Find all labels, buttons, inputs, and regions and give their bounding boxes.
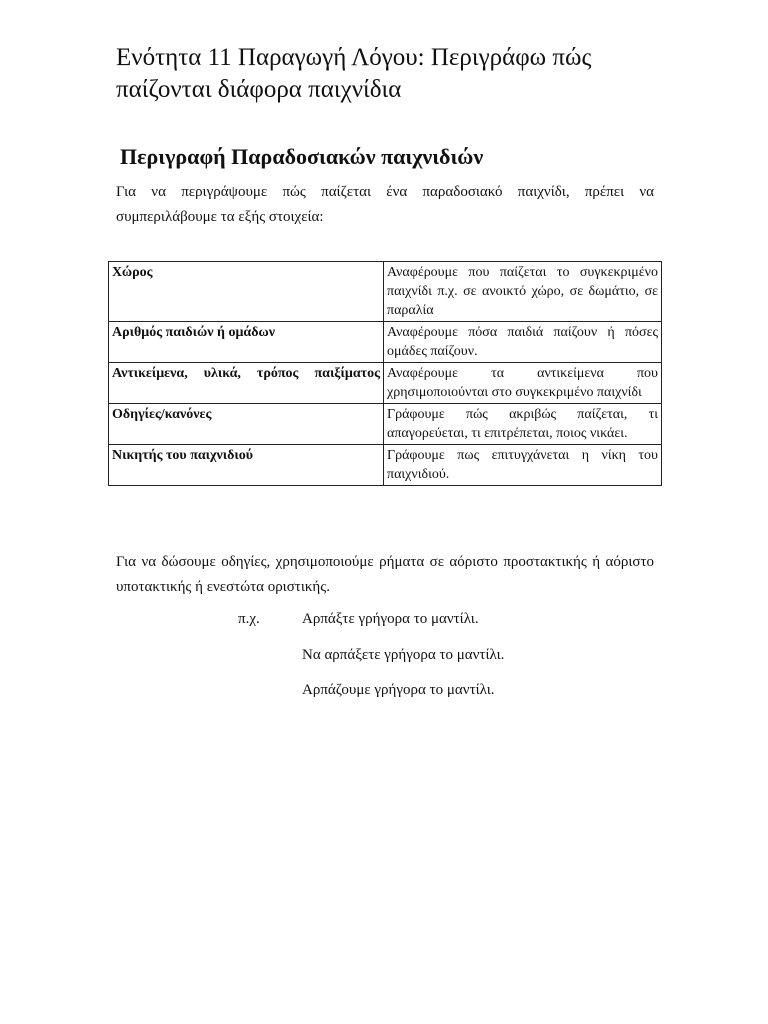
instructions-paragraph: Για να δώσουμε οδηγίες, χρησιμοποιούμε ρήματα σε αόριστο προστακτικής ή αόριστο υποτακτικής ή ενεστώτα οριστικής.: [116, 554, 654, 595]
table-row: [109, 363, 662, 404]
game-elements-table: [108, 261, 662, 486]
table-cell-description: Αναφέρουμε τα αντικείμενα που χρησιμοποιούνται στο συγκεκριμένο παιχνίδι: [384, 363, 662, 404]
example-sentence: Να αρπάξετε γρήγορα το μαντίλι.: [302, 647, 505, 663]
section-heading: Περιγραφή Παραδοσιακών παιχνιδιών: [120, 144, 484, 169]
table-cell-description: Αναφέρουμε πόσα παιδιά παίζουν ή πόσες ομάδες παίζουν.: [384, 322, 662, 363]
table-cell-term: Οδηγίες/κανόνες: [109, 404, 384, 445]
table-cell-term: Νικητής του παιχνιδιού: [109, 445, 384, 486]
example-sentence: Αρπάξτε γρήγορα το μαντίλι.: [302, 611, 479, 627]
table-row: [109, 322, 662, 363]
example-label: π.χ.: [238, 611, 260, 627]
page-title: Ενότητα 11 Παραγωγή Λόγου: Περιγράφω πώς παίζονται διάφορα παιχνίδια: [116, 44, 592, 103]
table-row: [109, 404, 662, 445]
table-cell-description: Γράφουμε πώς ακριβώς παίζεται, τι απαγορεύεται, τι επιτρέπεται, ποιος νικάει.: [384, 404, 662, 445]
intro-paragraph: Για να περιγράψουμε πώς παίζεται ένα παραδοσιακό παιχνίδι, πρέπει να συμπεριλάβουμε τα εξής στοιχεία:: [116, 184, 654, 225]
table-cell-term: Χώρος: [109, 262, 384, 322]
table-row: [109, 445, 662, 486]
table-cell-description: Αναφέρουμε που παίζεται το συγκεκριμένο παιχνίδι π.χ. σε ανοικτό χώρο, σε δωμάτιο, σε παραλία: [384, 262, 662, 322]
table-cell-term: Αριθμός παιδιών ή ομάδων: [109, 322, 384, 363]
table-cell-term: Αντικείμενα, υλικά, τρόπος παιξίματος: [109, 363, 384, 404]
table-cell-description: Γράφουμε πως επιτυγχάνεται η νίκη του παιχνιδιού.: [384, 445, 662, 486]
table-row: [109, 262, 662, 322]
example-sentence: Αρπάζουμε γρήγορα το μαντίλι.: [302, 682, 495, 698]
